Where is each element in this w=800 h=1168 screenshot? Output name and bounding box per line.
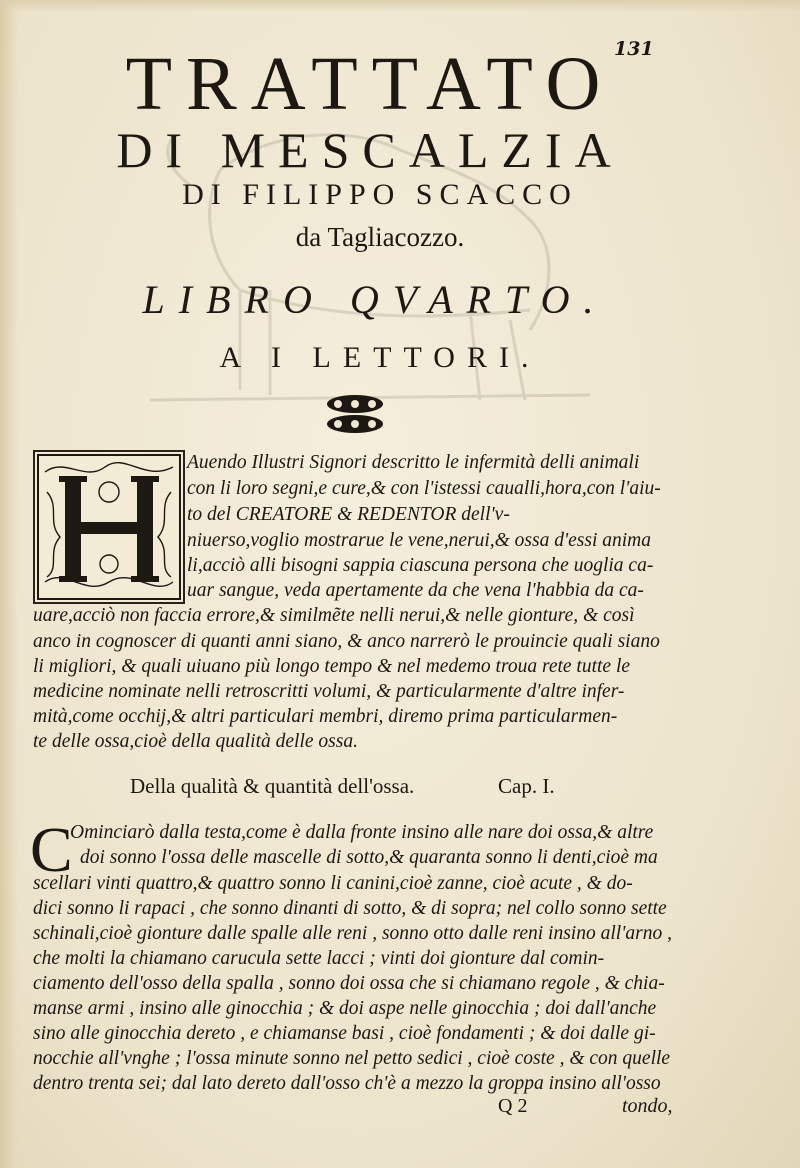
author-line: DI FILIPPO SCACCO [182, 178, 578, 211]
chapter-line: che molti la chiamano carucula sette lacci ; vinti doi gionture dal comin- [33, 948, 605, 969]
book-heading: LIBRO QVARTO. [142, 277, 608, 322]
chapter-line: schinali,cioè gionture dalle spalle alle reni , sonno otto dalle reni insino all'arno , [33, 923, 672, 944]
intro-line: anco in cognoscer di quanti anni siano, & anco narrerò le prouincie quali siano [33, 631, 660, 652]
page-shadow-left [0, 0, 18, 1168]
catchword: tondo, [622, 1095, 673, 1117]
chapter-line: dici sonno li rapaci , che sonno dinanti di sotto, & di sopra; nel collo sonno sette [33, 898, 667, 919]
intro-line: to del CREATORE & REDENTOR dell'v- [187, 504, 510, 525]
chapter-line: nocchie all'vnghe ; l'ossa minute sonno nel petto sedici , cioè coste , & con quelle [33, 1048, 671, 1069]
chapter-line: manse armi , insino alle ginocchia ; & doi aspe nelle ginocchia ; doi dall'anche [33, 998, 657, 1019]
chapter-title: Della qualità & quantità dell'ossa. [130, 774, 415, 798]
author-origin: da Tagliacozzo. [295, 222, 465, 252]
chapter-line: scellari vinti quattro,& quattro sonno li canini,cioè zanne, cioè acute , & do- [33, 873, 633, 894]
intro-line: te delle ossa,cioè della qualità delle ossa. [33, 731, 358, 752]
intro-line: li,acciò alli bisogni sappia ciascuna persona che uoglia ca- [187, 555, 654, 576]
chapter-line: sino alle ginocchia dereto , e chiamanse basi , cioè fondamenti ; & doi dalle gi- [33, 1023, 656, 1044]
intro-line: niuerso,voglio mostrarue le vene,nerui,& ossa d'essi anima [187, 530, 652, 551]
signature-mark: Q 2 [498, 1095, 528, 1117]
chapter-heading [130, 774, 555, 799]
chapter-line: dentro trenta sei; dal lato dereto dall'osso ch'è a mezzo la groppa insino all'osso [33, 1073, 661, 1094]
page-title: TRATTATO [125, 42, 615, 126]
page-shadow-top [0, 0, 800, 12]
chapter-line: doi sonno l'ossa delle mascelle di sotto,& quaranta sonno li denti,cioè ma [80, 847, 658, 868]
chapter-number: Cap. I. [498, 774, 555, 798]
intro-line: uar sangue, veda apertamente da che vena l'habbia da ca- [187, 580, 644, 601]
page-number: 131 [614, 38, 654, 60]
intro-line: mità,come occhij,& altri particulari membri, diremo prima particularmen- [33, 706, 618, 727]
intro-line: Auendo Illustri Signori descritto le infermità delli animali [187, 452, 640, 473]
chapter-line: ciamento dell'osso della spalla , sonno doi ossa che si chiamano regole , & chia- [33, 973, 665, 994]
intro-line: li migliori, & quali uiuano più longo tempo & nel medemo troua rete tutte le [33, 656, 631, 677]
intro-line: medicine nominate nelli retroscritti volumi, & particularmente d'altre infer- [33, 681, 625, 702]
fleuron-ornament-icon [322, 392, 388, 436]
intro-line: con li loro segni,e cure,& con l'istessi caualli,hora,con l'aiu- [187, 478, 661, 499]
decorated-initial-h [33, 450, 185, 604]
intro-line: uare,acciò non faccia errore,& similmẽte nelli nerui,& nelle gionture, & così [33, 605, 635, 626]
readers-heading: A I LETTORI. [219, 341, 541, 374]
chapter-line: Ominciarò dalla testa,come è dalla fronte insino alle nare doi ossa,& altre [70, 822, 654, 843]
drop-cap: C [30, 814, 73, 885]
page-subtitle: DI MESCALZIA [116, 122, 624, 178]
